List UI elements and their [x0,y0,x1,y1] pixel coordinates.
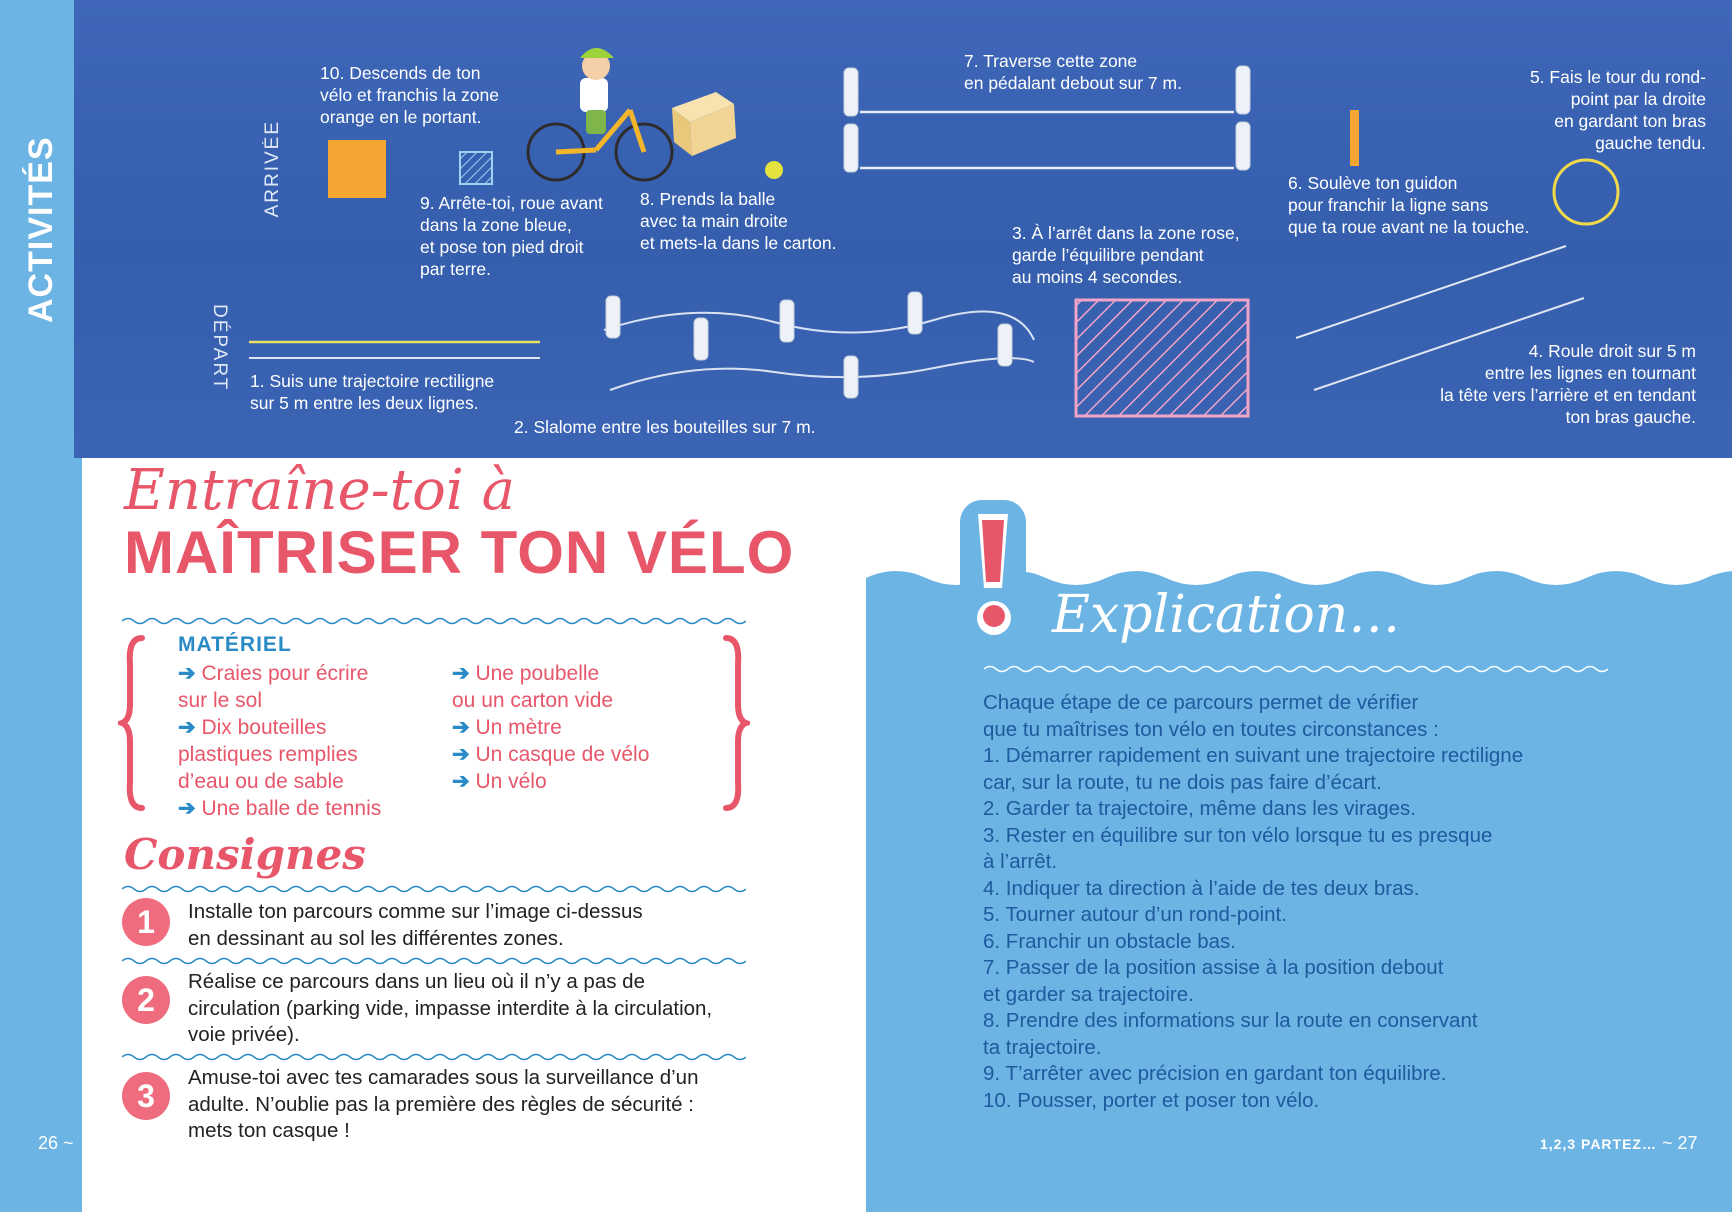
materiel-heading: MATÉRIEL [178,633,292,656]
explication-point: 10. Pousser, porter et poser ton vélo. [983,1088,1320,1112]
bottle [908,292,922,334]
blue-stop-zone [460,152,492,184]
consignes-heading: Consignes [124,830,366,879]
step-7-text: 7. Traverse cette zone en pédalant debout sur 7 m. [964,51,1182,93]
bottle [844,356,858,398]
explication-body [983,690,1603,1114]
bottle [998,324,1012,366]
consigne-number-2: 2 [122,976,170,1024]
series-name: 1,2,3 PARTEZ… [1540,1136,1657,1152]
step-10-text: 10. Descends de ton vélo et franchis la zone orange en le portant. [320,63,499,127]
materiel-item: ➔ Craies pour écrire sur le sol [178,662,369,712]
arrow-icon: ➔ [178,662,196,685]
materiel-item: ➔ Une poubelle ou un carton vide [452,662,614,712]
cardboard-box [672,92,736,156]
step-8-text: 8. Prends la balle avec ta main droite et mets-la dans le carton. [640,189,837,253]
arrow-icon: ➔ [452,770,470,793]
page-number-right: ~ 27 [1662,1133,1698,1153]
pink-balance-zone [1076,300,1248,416]
wavy-separator [122,884,746,894]
bottle [844,68,858,116]
explication-heading: Explication… [1052,585,1401,645]
consigne-text-1: Installe ton parcours comme sur l’image ci-dessus en dessinant au sol les différentes zones. [188,900,643,950]
start-label: DÉPART [209,304,230,392]
page-title-script: Entraîne-toi à [124,458,515,523]
consigne-number-1: 1 [122,898,170,946]
explication-point: 8. Prendre des informations sur la route en conservant ta trajectoire. [983,1009,1478,1059]
consigne-text-2: Réalise ce parcours dans un lieu où il n’y a pas de circulation (parking vide, impasse interdite à la circulation, voie privée). [188,970,713,1046]
explication-point: 9. T’arrêter avec précision en gardant ton équilibre. [983,1062,1447,1085]
materiel-item: ➔ Dix bouteilles plastiques remplies d’eau ou de sable [178,716,358,793]
arrow-icon: ➔ [452,716,470,739]
explication-point: 3. Rester en équilibre sur ton vélo lorsque tu es presque à l’arrêt. [983,823,1493,873]
materiel-item: ➔ Une balle de tennis [178,797,382,820]
slalom-path-top [604,312,1034,340]
arrival-label: ARRIVÉE [262,120,283,218]
step-3-text: 3. À l’arrêt dans la zone rose, garde l’équilibre pendant au moins 4 secondes. [1012,223,1240,287]
child-on-bike [528,48,672,180]
obstacle-bar [1350,110,1359,166]
page-footer-right [1540,1133,1698,1154]
page-title-bold: MAÎTRISER TON VÉLO [124,519,795,586]
right-brace [720,634,750,812]
consigne-number-3: 3 [122,1072,170,1120]
explication-intro: Chaque étape de ce parcours permet de vérifier que tu maîtrises ton vélo en toutes circonstances : [983,691,1439,741]
step-5-text: 5. Fais le tour du rond- point par la droite en gardant ton bras gauche tendu. [1529,67,1706,153]
explication-point: 6. Franchir un obstacle bas. [983,929,1236,953]
bottle [1236,66,1250,114]
explication-point: 2. Garder ta trajectoire, même dans les virages. [983,797,1416,820]
slalom-path-bottom [610,358,1034,390]
step-1-text: 1. Suis une trajectoire rectiligne sur 5 m entre les deux lignes. [250,371,495,413]
bottle [606,296,620,338]
wavy-separator [984,664,1614,674]
consigne-text-3: Amuse-toi avec tes camarades sous la surveillance d’un adulte. N’oublie pas la première des règles de sécurité : mets ton casque ! [188,1066,699,1142]
bottle [1236,122,1250,170]
arrow-icon: ➔ [452,662,470,685]
arrow-icon: ➔ [452,743,470,766]
exclamation-icon [952,496,1036,646]
roundabout-circle [1554,160,1618,224]
orange-arrival-zone [328,140,386,198]
explication-point: 1. Démarrer rapidement en suivant une trajectoire rectiligne car, sur la route, tu ne dois pas faire d’écart. [983,744,1524,794]
bottle [844,124,858,172]
tennis-ball [765,161,783,179]
bottle [780,300,794,342]
diagonal-line-top [1296,246,1566,338]
materiel-item: ➔ Un mètre [452,716,562,739]
materiel-column-2 [452,660,649,795]
arrow-icon: ➔ [178,716,196,739]
section-label: ACTIVITÉS [22,136,60,324]
materiel-item: ➔ Un vélo [452,770,547,793]
explication-point: 7. Passer de la position assise à la position debout et garder sa trajectoire. [983,956,1444,1006]
bottle [694,318,708,360]
wavy-separator [122,1052,746,1062]
explication-point: 5. Tourner autour d’un rond-point. [983,903,1287,926]
arrow-icon: ➔ [178,797,196,820]
step-2-text: 2. Slalome entre les bouteilles sur 7 m. [514,417,816,437]
step-6-text: 6. Soulève ton guidon pour franchir la ligne sans que ta roue avant ne la touche. [1288,173,1530,237]
explication-point: 4. Indiquer ta direction à l’aide de tes deux bras. [983,876,1420,900]
step-4-text: 4. Roule droit sur 5 m entre les lignes en tournant la tête vers l’arrière et en tendant ton bras gauche. [1440,341,1696,427]
wavy-separator [122,616,746,626]
course-board [74,0,1732,458]
materiel-item: ➔ Un casque de vélo [452,743,650,766]
materiel-column-1 [178,660,381,822]
left-brace [118,634,148,812]
page-number-left: 26 ~ [38,1133,74,1153]
wavy-separator [122,956,746,966]
step-9-text: 9. Arrête-toi, roue avant dans la zone bleue, et pose ton pied droit par terre. [420,193,603,279]
